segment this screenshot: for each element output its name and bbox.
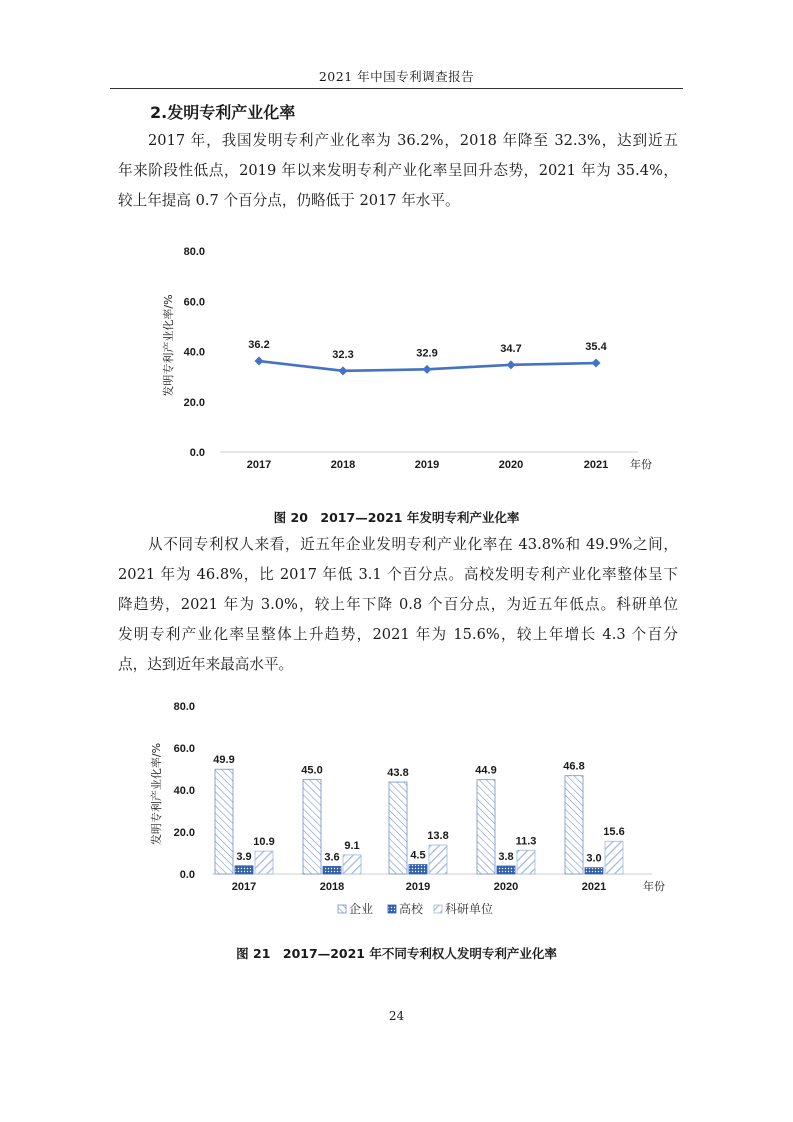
legend-label: 高校 <box>399 902 424 916</box>
data-label: 45.0 <box>301 764 323 777</box>
y-tick-label: 0.0 <box>189 447 205 459</box>
legend-swatch <box>338 905 346 913</box>
x-tick-label: 2020 <box>493 881 519 893</box>
y-axis-title: 发明专利产业化率/% <box>162 294 175 397</box>
data-label: 32.3 <box>332 348 354 361</box>
data-label: 3.6 <box>324 851 340 864</box>
header-rule <box>110 88 683 89</box>
paragraph-2-line: 降趋势，2021 年为 3.0%，较上年下降 0.8 个百分点，为近五年低点。科研单位 <box>118 596 678 613</box>
bar-university <box>497 866 515 874</box>
figure-21-caption: 图 21 2017—2021 年不同专利权人发明专利产业化率 <box>236 946 557 961</box>
bar-enterprise <box>215 769 233 874</box>
data-point-marker <box>423 365 432 374</box>
y-tick-label: 60.0 <box>173 743 195 755</box>
paragraph-2-line: 从不同专利权人来看，近五年企业发明专利产业化率在 43.8%和 49.9%之间， <box>148 536 678 553</box>
figure-20-caption: 图 20 2017—2021 年发明专利产业化率 <box>273 510 520 525</box>
bar-enterprise <box>303 780 321 875</box>
bar-enterprise <box>565 776 583 874</box>
paragraph-1-line: 较上年提高 0.7 个百分点，仍略低于 2017 年水平。 <box>118 192 460 209</box>
y-tick-label: 0.0 <box>179 869 195 881</box>
paragraph-2-line: 点，达到近年来最高水平。 <box>118 656 294 673</box>
data-label: 9.1 <box>344 839 360 852</box>
data-label: 11.3 <box>515 835 537 848</box>
x-tick-label: 2019 <box>405 881 431 893</box>
y-axis-title: 发明专利产业化率/% <box>150 742 163 846</box>
x-tick-label: 2021 <box>581 881 607 893</box>
x-axis-title: 年份 <box>643 880 665 893</box>
x-tick-label: 2017 <box>231 881 257 893</box>
y-tick-label: 40.0 <box>183 346 205 359</box>
data-label: 15.6 <box>603 826 625 839</box>
bar-institute <box>517 850 535 874</box>
figure-20-line-chart <box>0 230 793 480</box>
figure-21-bar-chart <box>0 690 793 930</box>
y-tick-label: 80.0 <box>183 246 205 258</box>
data-label: 13.8 <box>427 830 449 843</box>
data-label: 46.8 <box>563 760 585 773</box>
data-label: 3.9 <box>236 850 252 863</box>
x-tick-label: 2019 <box>414 459 440 471</box>
data-label: 35.4 <box>585 341 607 354</box>
data-point-marker <box>592 359 601 368</box>
paragraph-2 <box>118 530 678 680</box>
data-label: 36.2 <box>248 339 270 352</box>
paragraph-2-line: 2021 年为 46.8%，比 2017 年低 3.1 个百分点。高校发明专利产业化率整体呈下 <box>118 566 678 583</box>
legend-label: 科研单位 <box>445 902 494 916</box>
legend-label: 企业 <box>349 902 374 916</box>
legend-swatch <box>434 905 442 913</box>
bar-university <box>585 868 603 874</box>
bar-university <box>409 865 427 874</box>
x-tick-label: 2017 <box>246 459 272 471</box>
y-tick-label: 80.0 <box>173 701 195 713</box>
data-label: 3.0 <box>586 852 602 865</box>
data-label: 4.5 <box>410 849 426 862</box>
data-label: 3.8 <box>498 851 514 864</box>
bar-institute <box>343 855 361 874</box>
data-point-marker <box>507 360 516 369</box>
data-point-marker <box>339 366 348 375</box>
legend-swatch <box>388 905 396 913</box>
paragraph-1-line: 年来阶段性低点，2019 年以来发明专利产业化率呈回升态势，2021 年为 35.4%， <box>118 162 678 179</box>
bar-institute <box>605 841 623 874</box>
y-tick-label: 20.0 <box>173 827 195 839</box>
x-tick-label: 2021 <box>583 459 609 471</box>
paragraph-1-line: 2017 年，我国发明专利产业化率为 36.2%，2018 年降至 32.3%，达到近五 <box>148 132 678 149</box>
data-label: 43.8 <box>387 767 409 780</box>
data-label: 49.9 <box>213 754 235 767</box>
y-tick-label: 60.0 <box>183 296 205 309</box>
bar-university <box>323 866 341 874</box>
page-number: 24 <box>388 1009 405 1023</box>
running-header: 2021 年中国专利调查报告 <box>318 69 475 84</box>
data-label: 34.7 <box>500 342 522 355</box>
x-tick-label: 2018 <box>330 459 356 471</box>
data-point-marker <box>255 357 264 366</box>
y-tick-label: 20.0 <box>183 396 205 409</box>
y-tick-label: 40.0 <box>173 785 195 797</box>
x-tick-label: 2020 <box>498 459 524 471</box>
paragraph-1 <box>118 126 678 216</box>
bar-enterprise <box>389 782 407 874</box>
bar-institute <box>429 845 447 874</box>
x-axis-title: 年份 <box>630 458 652 471</box>
section-heading: 2.发明专利产业化率 <box>150 103 296 122</box>
bar-university <box>235 866 253 874</box>
data-label: 10.9 <box>253 836 275 849</box>
data-label: 32.9 <box>416 347 438 360</box>
data-label: 44.9 <box>475 764 497 777</box>
bar-institute <box>255 851 273 874</box>
paragraph-2-line: 发明专利产业化率呈整体上升趋势，2021 年为 15.6%，较上年增长 4.3 个百分 <box>118 626 678 643</box>
x-tick-label: 2018 <box>319 881 345 893</box>
bar-enterprise <box>477 780 495 874</box>
